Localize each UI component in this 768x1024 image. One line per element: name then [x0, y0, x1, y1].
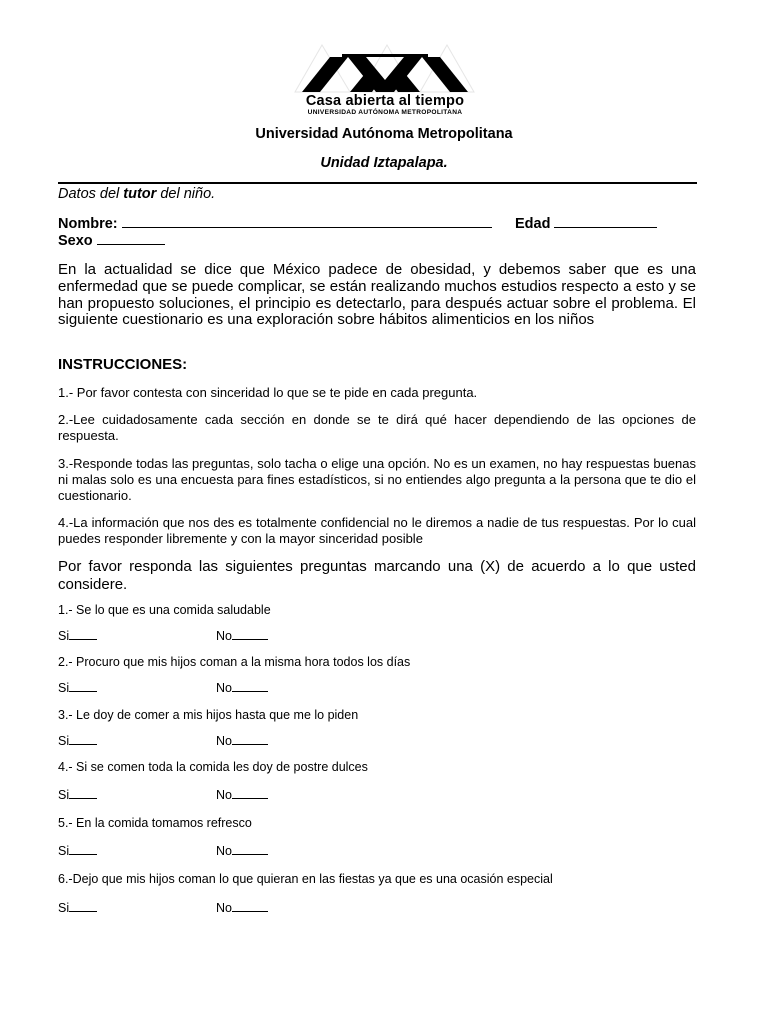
answer-no-5[interactable]: [216, 844, 268, 858]
header-divider: [58, 182, 697, 184]
question-2: 2.- Procuro que mis hijos coman a la misma hora todos los días: [58, 655, 411, 669]
answer-si-2[interactable]: [58, 681, 97, 695]
si-label: Si: [58, 844, 70, 858]
answer-no-3[interactable]: [216, 734, 268, 748]
sexo-label: Sexo: [58, 233, 93, 249]
no-label: No: [216, 734, 232, 748]
nombre-label: Nombre:: [58, 216, 118, 232]
no-blank[interactable]: [232, 681, 268, 692]
question-1: 1.- Se lo que es una comida saludable: [58, 603, 271, 617]
answer-no-4[interactable]: [216, 788, 268, 802]
si-blank[interactable]: [69, 901, 97, 912]
sexo-field[interactable]: [58, 232, 165, 249]
si-blank[interactable]: [69, 788, 97, 799]
answer-no-1[interactable]: [216, 629, 268, 643]
response-prompt: Por favor responda las siguientes preguntas marcando una (X) de acuerdo a lo que usted considere.: [58, 558, 696, 593]
instruction-item: 1.- Por favor contesta con sinceridad lo que se te pide en cada pregunta.: [58, 385, 478, 400]
question-4: 4.- Si se comen toda la comida les doy de postre dulces: [58, 760, 368, 774]
si-blank[interactable]: [69, 681, 97, 692]
answer-no-2[interactable]: [216, 681, 268, 695]
answer-si-1[interactable]: [58, 629, 97, 643]
edad-blank[interactable]: [554, 215, 657, 228]
edad-label: Edad: [515, 216, 551, 232]
tutor-suffix: del niño.: [156, 186, 216, 202]
answer-si-5[interactable]: [58, 844, 97, 858]
logo-subtitle: UNIVERSIDAD AUTÓNOMA METROPOLITANA: [307, 109, 463, 116]
tutor-heading: [58, 186, 215, 202]
si-label: Si: [58, 681, 70, 695]
no-blank[interactable]: [232, 629, 268, 640]
tutor-bold: tutor: [123, 186, 157, 202]
no-blank[interactable]: [232, 788, 268, 799]
si-blank[interactable]: [69, 734, 97, 745]
question-5: 5.- En la comida tomamos refresco: [58, 816, 252, 830]
no-blank[interactable]: [232, 734, 268, 745]
logo-tagline: Casa abierta al tiempo: [305, 93, 465, 109]
nombre-blank[interactable]: [122, 215, 492, 228]
answer-si-3[interactable]: [58, 734, 97, 748]
si-blank[interactable]: [69, 629, 97, 640]
no-label: No: [216, 901, 232, 915]
no-blank[interactable]: [232, 844, 268, 855]
intro-paragraph: En la actualidad se dice que México padece de obesidad, y debemos saber que es una enfermedad que se puede complicar, se están realizando muchos estudios respecto a esto y se han propuesto soluciones, el principio es detectarlo, para después actuar sobre el problema. El siguiente cuestionario es una exploración sobre hábitos alimenticios en los niños: [58, 261, 696, 329]
answer-si-4[interactable]: [58, 788, 97, 802]
si-label: Si: [58, 901, 70, 915]
si-label: Si: [58, 734, 70, 748]
tutor-prefix: Datos del: [58, 186, 124, 202]
unit-name: Unidad Iztapalapa.: [320, 155, 448, 171]
no-label: No: [216, 629, 232, 643]
edad-field[interactable]: [515, 215, 657, 232]
no-label: No: [216, 788, 232, 802]
si-label: Si: [58, 629, 70, 643]
si-blank[interactable]: [69, 844, 97, 855]
no-label: No: [216, 681, 232, 695]
si-label: Si: [58, 788, 70, 802]
instruction-item: 4.-La información que nos des es totalmente confidencial no le diremos a nadie de tus respuestas. Por lo cual puedes responder libremente y con la mayor sinceridad posible: [58, 515, 696, 547]
no-blank[interactable]: [232, 901, 268, 912]
answer-no-6[interactable]: [216, 901, 268, 915]
no-label: No: [216, 844, 232, 858]
question-3: 3.- Le doy de comer a mis hijos hasta que me lo piden: [58, 708, 359, 722]
university-name: Universidad Autónoma Metropolitana: [255, 126, 513, 142]
instructions-heading: INSTRUCCIONES:: [58, 356, 188, 373]
university-logo: [290, 42, 480, 120]
question-6: 6.-Dejo que mis hijos coman lo que quieran en las fiestas ya que es una ocasión especial: [58, 872, 553, 886]
instruction-item: 3.-Responde todas las preguntas, solo tacha o elige una opción. No es un examen, no hay respuestas buenas ni malas solo es una encuesta para fines estadísticos, si no entiendes algo pregunta a la persona que te dio el cuestionario.: [58, 456, 696, 504]
answer-si-6[interactable]: [58, 901, 97, 915]
nombre-field[interactable]: [58, 215, 492, 232]
instruction-item: 2.-Lee cuidadosamente cada sección en donde se te dirá qué hacer dependiendo de las opciones de respuesta.: [58, 412, 696, 444]
sexo-blank[interactable]: [97, 232, 165, 245]
